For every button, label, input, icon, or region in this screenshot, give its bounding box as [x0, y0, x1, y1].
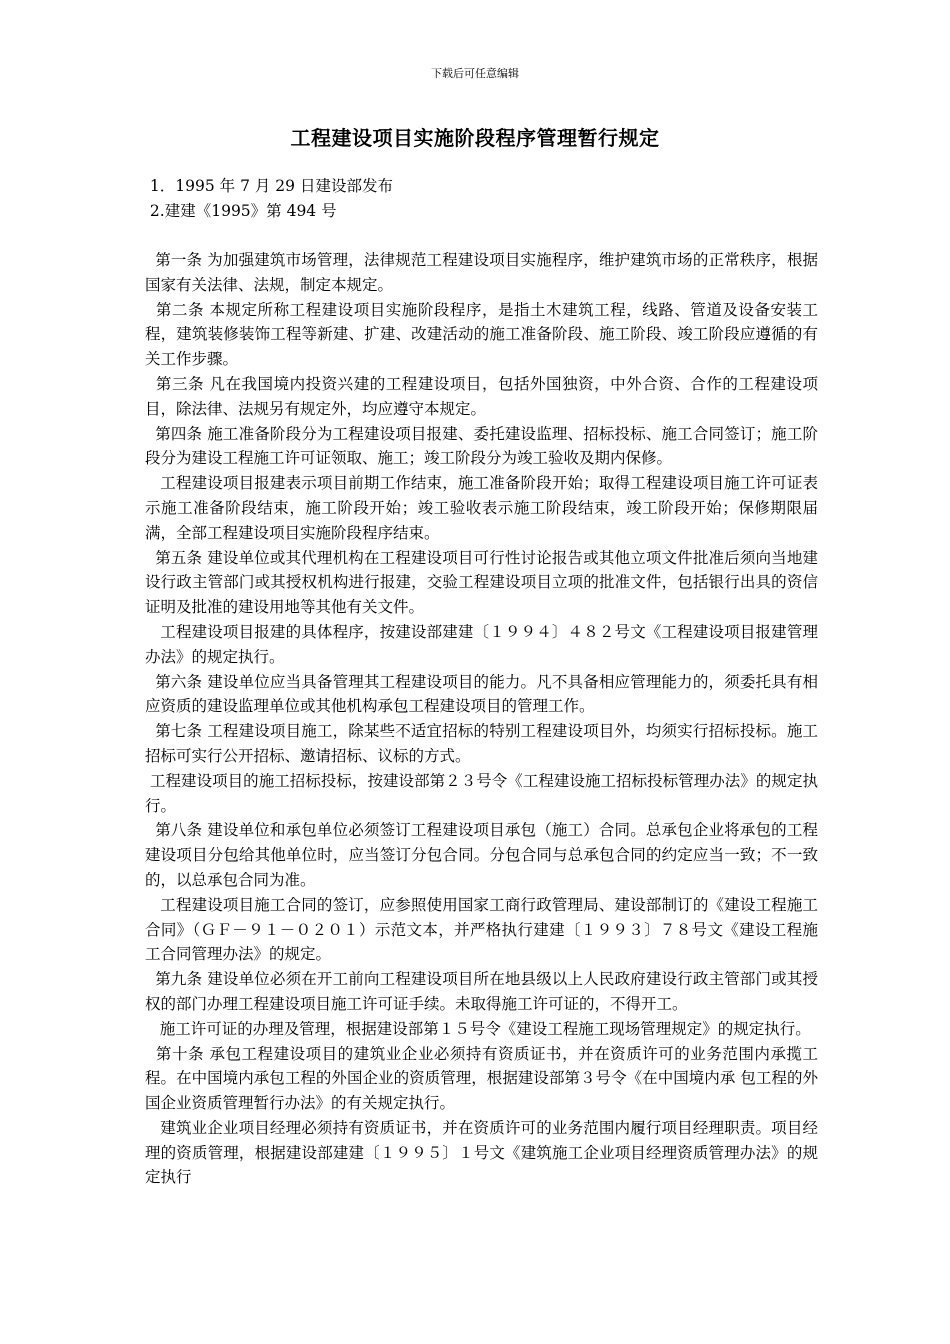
document-number: 2.建建《1995》第 494 号 [145, 202, 337, 220]
article-3: 第三条 凡在我国境内投资兴建的工程建设项目，包括外国独资，中外合资、合作的工程建设项目，除法律、法规另有规定外，均应遵守本规定。 [145, 374, 818, 418]
article-2: 第二条 本规定所称工程建设项目实施阶段程序，是指土木建筑工程，线路、管道及设备安装工程，建筑装修装饰工程等新建、扩建、改建活动的施工准备阶段、施工阶段、竣工阶段应遵循的有关工作步骤。 [145, 300, 818, 369]
article-8-paragraph-2: 工程建设项目施工合同的签订，应参照使用国家工商行政管理局、建设部制订的《建设工程施工合同》（ＧＦ－９１－０２０１）示范文本，并严格执行建建〔１９９３〕７８号文《建设工程施工合同管理办法》的规定。 [145, 895, 818, 964]
publication-info: 1．1995 年 7 月 29 日建设部发布 [145, 177, 393, 195]
article-8: 第八条 建设单位和承包单位必须签订工程建设项目承包（施工）合同。总承包企业将承包的工程建设项目分包给其他单位时，应当签订分包合同。分包合同与总承包合同的约定应当一致；不一致的，以总承包合同为准。 [145, 821, 818, 889]
article-4: 第四条 施工准备阶段分为工程建设项目报建、委托建设监理、招标投标、施工合同签订；施工阶段分为建设工程施工许可证领取、施工；竣工阶段分为竣工验收及期内保修。 [145, 424, 818, 468]
document-title: 工程建设项目实施阶段程序管理暂行规定 [290, 126, 660, 150]
article-9: 第九条 建设单位必须在开工前向工程建设项目所在地县级以上人民政府建设行政主管部门或其授权的部门办理工程建设项目施工许可证手续。未取得施工许可证的，不得开工。 [145, 970, 818, 1013]
article-4-paragraph-2: 工程建设项目报建表示项目前期工作结束，施工准备阶段开始；取得工程建设项目施工许可证表示施工准备阶段结束，施工阶段开始；竣工验收表示施工阶段结束，竣工阶段开始；保修期限届满，全部工程建设项目实施阶段程序结束。 [145, 474, 818, 542]
article-7-paragraph-2: 工程建设项目的施工招标投标，按建设部第２３号令《工程建设施工招标投标管理办法》的规定执行。 [145, 771, 818, 815]
article-7: 第七条 工程建设项目施工，除某些不适宜招标的特别工程建设项目外，均须实行招标投标。施工招标可实行公开招标、邀请招标、议标的方式。 [145, 722, 818, 765]
article-6: 第六条 建设单位应当具备管理其工程建设项目的能力。凡不具备相应管理能力的，须委托具有相应资质的建设监理单位或其他机构承包工程建设项目的管理工作。 [145, 672, 818, 716]
article-5-paragraph-2: 工程建设项目报建的具体程序，按建设部建建〔１９９４〕４８２号文《工程建设项目报建管理办法》的规定执行。 [145, 622, 818, 666]
article-10-paragraph-2: 建筑业企业项目经理必须持有资质证书，并在资质许可的业务范围内履行项目经理职责。项目经理的资质管理，根据建设部建建〔１９９５〕１号文《建筑施工企业项目经理资质管理办法》的规定执行 [145, 1118, 818, 1187]
article-5: 第五条 建设单位或其代理机构在工程建设项目可行性讨论报告或其他立项文件批准后须向当地建设行政主管部门或其授权机构进行报建，交验工程建设项目立项的批准文件，包括银行出具的资信证明及批准的建设用地等其他有关文件。 [145, 548, 818, 617]
header-note: 下载后可任意编辑 [431, 67, 519, 80]
article-10: 第十条 承包工程建设项目的建筑业企业必须持有资质证书，并在资质许可的业务范围内承揽工 程。在中国境内承包工程的外国企业的资质管理，根据建设部第３号令《在中国境内承 包工程的外国企业资质管理暂行办法》的有关规定执行。 [145, 1044, 823, 1113]
article-1: 第一条 为加强建筑市场管理，法律规范工程建设项目实施程序，维护建筑市场的正常秩序，根据国家有关法律、法规，制定本规定。 [145, 251, 818, 294]
article-9-paragraph-2: 施工许可证的办理及管理，根据建设部第１５号令《建设工程施工现场管理规定》的规定执行。 [145, 1019, 811, 1038]
document-body [145, 248, 823, 1190]
